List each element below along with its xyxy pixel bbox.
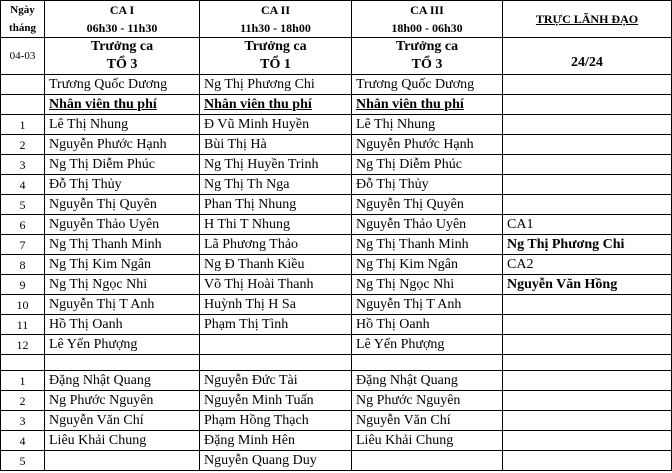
table-row xyxy=(1,195,672,215)
shift-1-chief-team xyxy=(45,38,200,75)
table-row xyxy=(1,255,672,275)
shift-2-staff: Võ Thị Hoài Thanh xyxy=(200,275,352,295)
shift-3-staff-title: Nhân viên thu phí xyxy=(352,95,503,115)
leader-cell xyxy=(503,115,672,135)
separator-cell xyxy=(200,355,352,371)
leader-cell: CA2 xyxy=(503,255,672,275)
shift-2-staff: Phạm Hồng Thạch xyxy=(200,411,352,431)
leader-cell xyxy=(503,391,672,411)
separator-row xyxy=(1,355,672,371)
shift-3-staff: Đỗ Thị Thủy xyxy=(352,175,503,195)
shift-3-staff: Hồ Thị Oanh xyxy=(352,315,503,335)
shift-1-staff: Nguyễn Thị Quyên xyxy=(45,195,200,215)
leader-cell xyxy=(503,195,672,215)
row-number: 1 xyxy=(1,371,45,391)
shift-1-staff: Lê Yến Phượng xyxy=(45,335,200,355)
table-row xyxy=(1,135,672,155)
day-label: Ngày xyxy=(10,4,35,16)
shift-2-staff-title: Nhân viên thu phí xyxy=(200,95,352,115)
leader-cell xyxy=(503,135,672,155)
shift-1-staff: Nguyễn Thảo Uyên xyxy=(45,215,200,235)
shift-1-staff: Ng Thị Diễm Phúc xyxy=(45,155,200,175)
shift-3-staff: Ng Phước Nguyên xyxy=(352,391,503,411)
staff-title-row xyxy=(1,95,672,115)
table-row xyxy=(1,431,672,451)
table-row xyxy=(1,391,672,411)
shift-2-time: 11h30 - 18h00 xyxy=(240,21,311,35)
row-number: 3 xyxy=(1,155,45,175)
shift-3-name: CA III xyxy=(410,3,444,17)
shift-3-staff: Ng Thị Thanh Minh xyxy=(352,235,503,255)
leader-hours: 24/24 xyxy=(503,38,672,75)
shift-2-staff xyxy=(200,335,352,355)
shift-1-staff: Nguyễn Văn Chí xyxy=(45,411,200,431)
shift-3-staff: Nguyễn Thị Quyên xyxy=(352,195,503,215)
shift-1-time: 06h30 - 11h30 xyxy=(86,21,158,35)
shift-1-staff: Nguyễn Thị T Anh xyxy=(45,295,200,315)
header-row xyxy=(1,1,672,38)
shift-1-staff xyxy=(45,451,200,471)
shift-1-staff: Hồ Thị Oanh xyxy=(45,315,200,335)
shift-3-time: 18h00 - 06h30 xyxy=(391,21,463,35)
row-number: 12 xyxy=(1,335,45,355)
shift-3-staff: Nguyễn Thị T Anh xyxy=(352,295,503,315)
shift-2-staff: H Thi T Nhung xyxy=(200,215,352,235)
row-number: 5 xyxy=(1,195,45,215)
shift-2-name: CA II xyxy=(260,3,290,17)
shift-3-staff: Liêu Khải Chung xyxy=(352,431,503,451)
table-row xyxy=(1,175,672,195)
row-number: 11 xyxy=(1,315,45,335)
shift-3-staff: Lê Thị Nhung xyxy=(352,115,503,135)
separator-cell xyxy=(503,355,672,371)
separator-cell xyxy=(352,355,503,371)
month-label: tháng xyxy=(9,22,36,34)
shift-2-staff: Phạm Thị Tình xyxy=(200,315,352,335)
leader-cell xyxy=(503,75,672,95)
shift-3-staff: Nguyễn Văn Chí xyxy=(352,411,503,431)
chief-row xyxy=(1,38,672,75)
shift-3-staff: Lê Yến Phượng xyxy=(352,335,503,355)
table-row xyxy=(1,155,672,175)
row-number: 6 xyxy=(1,215,45,235)
shift-1-name: CA I xyxy=(109,3,135,17)
leader-cell xyxy=(503,411,672,431)
shift-2-staff: Đặng Minh Hên xyxy=(200,431,352,451)
shift-1-staff: Đặng Nhật Quang xyxy=(45,371,200,391)
leader-cell: CA1 xyxy=(503,215,672,235)
shift-3-staff: Ng Thị Diễm Phúc xyxy=(352,155,503,175)
row-number: 2 xyxy=(1,391,45,411)
shift-3-staff: Nguyễn Phước Hạnh xyxy=(352,135,503,155)
table-row xyxy=(1,275,672,295)
row-number: 7 xyxy=(1,235,45,255)
shift-3-team: TỔ 3 xyxy=(411,57,443,72)
day-month-header xyxy=(1,1,45,38)
shift-3-staff: Đặng Nhật Quang xyxy=(352,371,503,391)
leader-cell xyxy=(503,371,672,391)
separator-cell xyxy=(45,355,200,371)
schedule-body xyxy=(1,1,672,115)
staff-group-1 xyxy=(1,115,672,355)
table-row xyxy=(1,371,672,391)
shift-2-staff: Ng Thị Th Nga xyxy=(200,175,352,195)
leader-cell xyxy=(503,451,672,471)
shift-2-team: TỔ 1 xyxy=(260,57,291,72)
shift-2-staff: Bùi Thị Hà xyxy=(200,135,352,155)
shift-2-staff: Nguyễn Quang Duy xyxy=(200,451,352,471)
shift-2-staff: Nguyễn Minh Tuấn xyxy=(200,391,352,411)
shift-1-team: TỔ 3 xyxy=(106,57,138,72)
leader-cell: Nguyễn Văn Hồng xyxy=(503,275,672,295)
shift-2-chief-title: Trưởng ca xyxy=(244,39,307,54)
shift-2-staff: Đ Vũ Minh Huyền xyxy=(200,115,352,135)
shift-1-staff: Đỗ Thị Thủy xyxy=(45,175,200,195)
shift-1-staff: Ng Thị Thanh Minh xyxy=(45,235,200,255)
date-cell: 04-03 xyxy=(1,38,45,75)
shift-3-staff xyxy=(352,451,503,471)
leader-duty-header: TRỰC LÃNH ĐẠO xyxy=(503,1,672,38)
group-separator xyxy=(1,355,672,371)
leader-cell: Ng Thị Phương Chi xyxy=(503,235,672,255)
shift-2-staff: Huỳnh Thị H Sa xyxy=(200,295,352,315)
row-number xyxy=(1,75,45,95)
shift-1-staff: Ng Thị Ngọc Nhi xyxy=(45,275,200,295)
table-row xyxy=(1,315,672,335)
table-row xyxy=(1,451,672,471)
staff-group-2 xyxy=(1,371,672,471)
leader-cell xyxy=(503,335,672,355)
row-number: 1 xyxy=(1,115,45,135)
row-number: 8 xyxy=(1,255,45,275)
leader-cell xyxy=(503,95,672,115)
row-number: 10 xyxy=(1,295,45,315)
separator-cell xyxy=(1,355,45,371)
table-row xyxy=(1,295,672,315)
row-number: 5 xyxy=(1,451,45,471)
row-number: 2 xyxy=(1,135,45,155)
shift-1-staff: Nguyễn Phước Hạnh xyxy=(45,135,200,155)
row-number: 4 xyxy=(1,175,45,195)
shift-2-chief-name: Ng Thị Phương Chi xyxy=(200,75,352,95)
shift-2-staff: Phan Thị Nhung xyxy=(200,195,352,215)
shift-1-header xyxy=(45,1,200,38)
leader-cell xyxy=(503,295,672,315)
shift-1-staff: Ng Phước Nguyên xyxy=(45,391,200,411)
shift-1-staff: Lê Thị Nhung xyxy=(45,115,200,135)
table-row xyxy=(1,115,672,135)
leader-cell xyxy=(503,175,672,195)
shift-3-chief-team xyxy=(352,38,503,75)
shift-3-chief-title: Trưởng ca xyxy=(395,39,459,54)
shift-2-staff: Nguyễn Đức Tài xyxy=(200,371,352,391)
shift-1-staff: Ng Thị Kim Ngân xyxy=(45,255,200,275)
leader-cell xyxy=(503,315,672,335)
row-number: 9 xyxy=(1,275,45,295)
shift-3-staff: Nguyễn Thảo Uyên xyxy=(352,215,503,235)
shift-3-staff: Ng Thị Kim Ngân xyxy=(352,255,503,275)
shift-1-staff: Liêu Khải Chung xyxy=(45,431,200,451)
leader-cell xyxy=(503,431,672,451)
row-number xyxy=(1,95,45,115)
shift-2-staff: Ng Đ Thanh Kiều xyxy=(200,255,352,275)
table-row xyxy=(1,411,672,431)
shift-2-header xyxy=(200,1,352,38)
leader-cell xyxy=(503,155,672,175)
shift-2-staff: Lã Phương Thảo xyxy=(200,235,352,255)
shift-2-chief-team xyxy=(200,38,352,75)
chief-names-row xyxy=(1,75,672,95)
table-row xyxy=(1,215,672,235)
shift-1-staff-title: Nhân viên thu phí xyxy=(45,95,200,115)
shift-1-chief-name: Trương Quốc Dương xyxy=(45,75,200,95)
shift-3-chief-name: Trương Quốc Dương xyxy=(352,75,503,95)
shift-3-header xyxy=(352,1,503,38)
row-number: 3 xyxy=(1,411,45,431)
shift-3-staff: Ng Thị Ngọc Nhi xyxy=(352,275,503,295)
table-row xyxy=(1,235,672,255)
shift-1-chief-title: Trưởng ca xyxy=(90,39,154,54)
table-row xyxy=(1,335,672,355)
row-number: 4 xyxy=(1,431,45,451)
shift-2-staff: Ng Thị Huyền Trinh xyxy=(200,155,352,175)
